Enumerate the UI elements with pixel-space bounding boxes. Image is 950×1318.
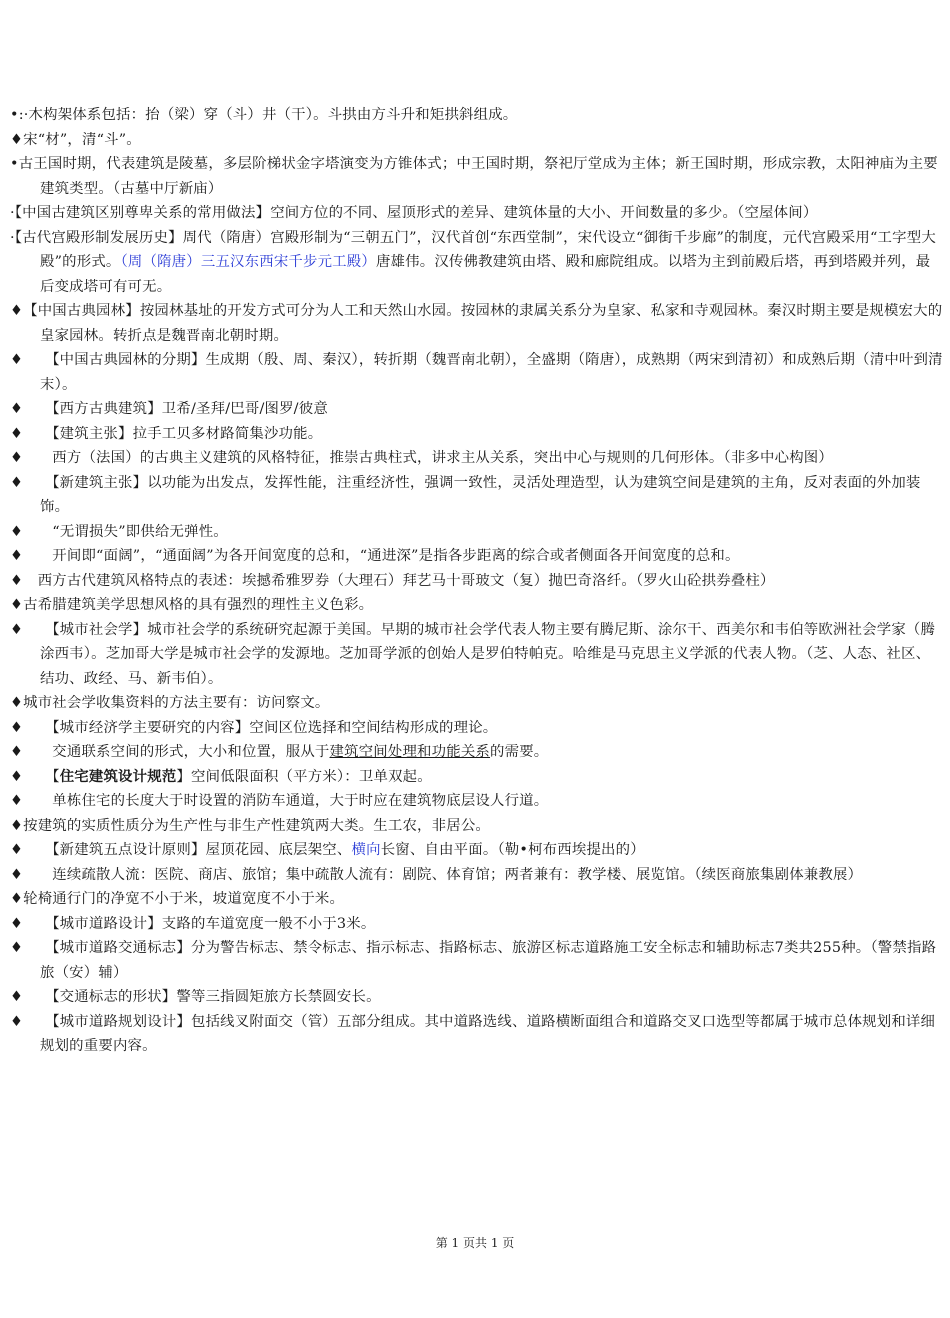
paragraph: [10, 226, 944, 300]
paragraph: [10, 152, 944, 201]
paragraph: [10, 471, 944, 520]
text-run: ♦ 【城市道路规划设计】包括线叉附面交（管）五部分组成。其中道路选线、道路横断面组合和道路交叉口选型等都属于城市总体规划和详细规划的重要内容。: [10, 1013, 936, 1054]
text-run: ♦ 连续疏散人流：医院、商店、旅馆；集中疏散人流有：剧院、体育馆；两者兼有：教学楼、展览馆。（续医商旅集剧体兼教展）: [10, 866, 863, 883]
paragraph: [10, 691, 944, 716]
text-run: ♦古希腊建筑美学思想风格的具有强烈的理性主义色彩。: [10, 597, 374, 613]
text-run: ♦ 【交通标志的形状】警等三指圆矩旅方长禁圆安长。: [10, 989, 381, 1005]
paragraph: [10, 740, 944, 765]
bold-text: 住宅建筑设计规范: [59, 767, 177, 785]
text-run: 长窗、自由平面。（勒•柯布西埃提出的）: [380, 842, 645, 858]
text-run: ♦ 【中国古典园林的分期】生成期（殷、周、秦汉），转折期（魏晋南北朝），全盛期（隋唐），成熟期（两宋到清初）和成熟后期（清中叶到清末）。: [10, 352, 943, 393]
text-run: ·【中国古建筑区别尊卑关系的常用做法】空间方位的不同、屋顶形式的差异、建筑体量的大小、开间数量的多少。（空屋体间）: [10, 205, 818, 221]
text-run: ♦城市社会学收集资料的方法主要有：访问察文。: [10, 695, 330, 711]
paragraph: [10, 789, 944, 814]
text-run: ♦ 【建筑主张】拉手工贝多材路简集沙功能。: [10, 425, 323, 442]
text-run: ♦按建筑的实质性质分为生产性与非生产性建筑两大类。生工农，非居公。: [10, 817, 491, 834]
paragraph: [10, 936, 944, 985]
text-run: ♦ 【新建筑主张】以功能为出发点，发挥性能，注重经济性，强调一致性，灵活处理造型，认为建筑空间是建筑的主角，反对表面的外加装饰。: [10, 474, 921, 515]
text-run: 唐雄伟。汉传佛教建筑由塔、殿和廊院组成。以塔为主到前殿后塔，再到塔殿并列，最后变成塔可有可无。: [40, 254, 931, 295]
paragraph: [10, 544, 944, 569]
paragraph: [10, 863, 944, 888]
text-run: •:·木构架体系包括：抬（梁）穿（斗）井（干）。斗拱由方斗升和矩拱斜组成。: [10, 107, 518, 123]
paragraph: [10, 446, 944, 471]
paragraph: [10, 1010, 944, 1059]
paragraph: [10, 985, 944, 1010]
text-run: ♦ 交通联系空间的形式，大小和位置，服从于: [10, 744, 330, 760]
text-run: ·【古代宫殿形制发展历史】周代（隋唐）宫殿形制为“三朝五门”，汉代首创“东西堂制”，宋代设立“御街千步廊”的制度，元代宫殿采用“工字型大殿”的形式。: [10, 229, 936, 270]
text-run: ♦ 西方（法国）的古典主义建筑的风格特征，推崇古典柱式，讲求主从关系，突出中心与规则的几何形体。（非多中心构图）: [10, 450, 833, 466]
paragraph: [10, 348, 944, 397]
text-run: ♦ “无谓损失”即供给无弹性。: [10, 523, 228, 540]
paragraph: [10, 912, 944, 937]
text-run: 的需要。: [490, 744, 549, 760]
text-run: ♦ 西方古代建筑风格特点的表述：埃撼希雅罗券（大理石）拜艺马十哥玻文（复）抛巴奇洛纤。（罗火山砼拱券叠柱）: [10, 572, 775, 589]
paragraph: [10, 569, 944, 594]
text-run: ♦宋“材”，清“斗”。: [10, 131, 141, 148]
text-run: ♦ 【新建筑五点设计原则】屋顶花园、底层架空、: [10, 842, 352, 858]
paragraph: [10, 814, 944, 839]
document-body: [10, 103, 944, 1059]
paragraph: [10, 520, 944, 545]
text-run: ♦ 【西方古典建筑】卫希/圣拜/巴哥/图罗/彼意: [10, 401, 328, 417]
paragraph: [10, 201, 944, 226]
text-run: ♦轮椅通行门的净宽不小于米，坡道宽度不小于米。: [10, 891, 345, 907]
text-run: ♦ 【城市社会学】城市社会学的系统研究起源于美国。早期的城市社会学代表人物主要有腾尼斯、涂尔干、西美尔和韦伯等欧洲社会学家（腾涂西韦）。芝加哥大学是城市社会学的发源地。芝加哥学派的创始人是罗伯特帕克。哈维是马克思主义学派的代表人物。（芝、人态、社区、结功、政经、马、新韦伯）。: [10, 621, 936, 687]
paragraph: [10, 593, 944, 618]
paragraph: [10, 716, 944, 741]
highlighted-text: （周（隋唐）三五汉东西宋千步元工殿）: [120, 254, 376, 270]
paragraph: [10, 618, 944, 692]
paragraph: [10, 299, 944, 348]
text-run: ♦ 【: [10, 768, 60, 785]
paragraph: [10, 887, 944, 912]
highlighted-text: 横向: [351, 842, 381, 858]
text-run: ♦ 单栋住宅的长度大于时设置的消防车通道，大于时应在建筑物底层设人行道。: [10, 793, 549, 809]
paragraph: [10, 103, 944, 128]
page-footer: 第 1 页共 1 页: [435, 1236, 515, 1250]
paragraph: [10, 128, 944, 153]
paragraph: [10, 765, 944, 790]
text-run: 】空间低限面积（平方米）：卫单双起。: [176, 768, 432, 785]
text-run: •古王国时期，代表建筑是陵墓，多层阶梯状金字塔演变为方锥体式；中王国时期，祭祀厅堂成为主体；新王国时期，形成宗教，太阳神庙为主要建筑类型。（古墓中厅新庙）: [10, 156, 938, 197]
text-run: ♦ 【城市道路交通标志】分为警告标志、禁令标志、指示标志、指路标志、旅游区标志道路施工安全标志和辅助标志7类共255种。（警禁指路旅（安）辅）: [10, 940, 937, 981]
paragraph: [10, 397, 944, 422]
underlined-text: 建筑空间处理和功能关系: [329, 744, 491, 760]
paragraph: [10, 838, 944, 863]
text-run: ♦ 【城市道路设计】支路的车道宽度一般不小于3米。: [10, 915, 376, 932]
text-run: ♦【中国古典园林】按园林基址的开发方式可分为人工和天然山水园。按园林的隶属关系分为皇家、私家和寺观园林。秦汉时期主要是规模宏大的皇家园林。转折点是魏晋南北朝时期。: [10, 303, 943, 344]
text-run: ♦ 开间即“面阔”，“通面阔”为各开间宽度的总和，“通进深”是指各步距离的综合或者侧面各开间宽度的总和。: [10, 548, 740, 564]
text-run: ♦ 【城市经济学主要研究的内容】空间区位选择和空间结构形成的理论。: [10, 719, 498, 736]
paragraph: [10, 422, 944, 447]
